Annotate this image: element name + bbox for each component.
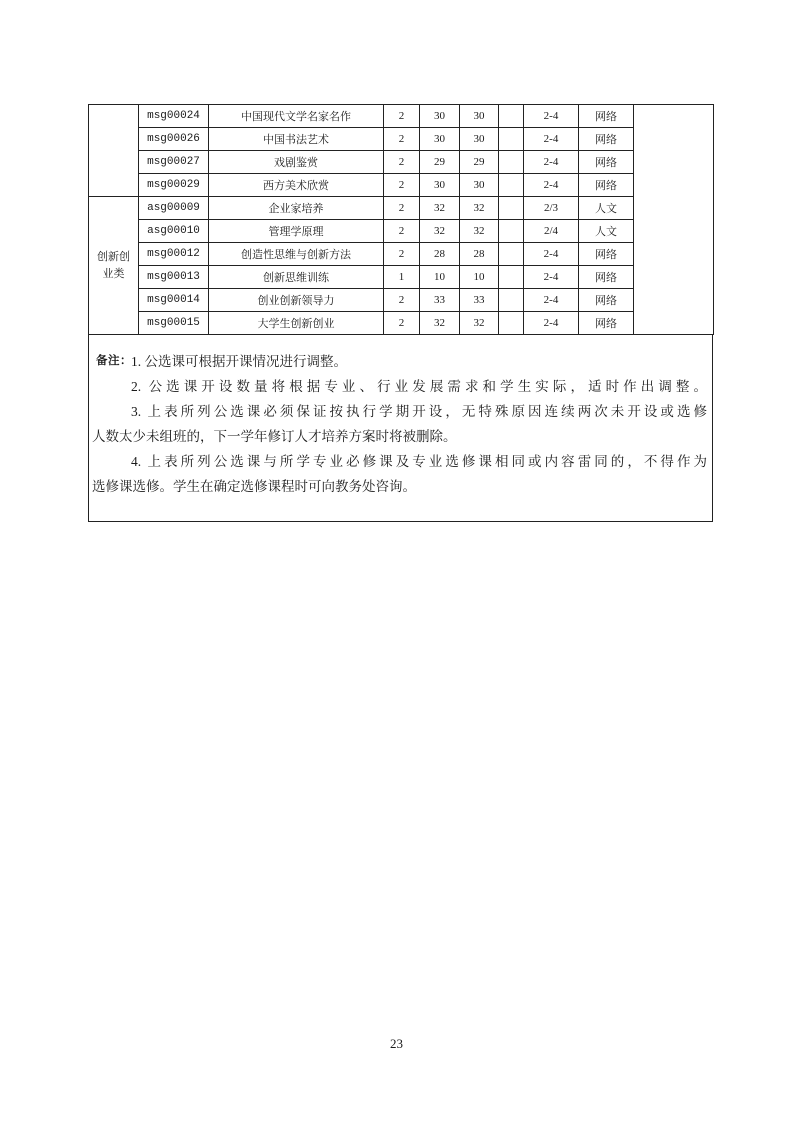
credits-cell: 2 xyxy=(384,197,420,220)
course-code-cell: msg00026 xyxy=(139,128,209,151)
blank-cell xyxy=(499,151,524,174)
semester-cell: 2-4 xyxy=(524,312,579,335)
credits-cell: 2 xyxy=(384,174,420,197)
remarks-cell xyxy=(634,105,714,335)
hours2-cell: 30 xyxy=(460,174,499,197)
table-row xyxy=(89,105,714,128)
table-row xyxy=(89,197,714,220)
course-name-cell: 企业家培养 xyxy=(209,197,384,220)
mode-cell: 网络 xyxy=(579,128,634,151)
credits-cell: 2 xyxy=(384,220,420,243)
credits-cell: 2 xyxy=(384,128,420,151)
credits-cell: 2 xyxy=(384,289,420,312)
semester-cell: 2-4 xyxy=(524,174,579,197)
mode-cell: 网络 xyxy=(579,174,634,197)
course-table-block xyxy=(88,104,713,522)
note-line: 4. 上表所列公选课与所学专业必修课及专业选修课相同或内容雷同的，不得作为 xyxy=(131,454,707,469)
hours-cell: 28 xyxy=(420,243,460,266)
credits-cell: 2 xyxy=(384,151,420,174)
category-cell xyxy=(89,105,139,197)
note-line: 1. 公选课可根据开课情况进行调整。 xyxy=(131,354,347,369)
semester-cell: 2/4 xyxy=(524,220,579,243)
mode-cell: 网络 xyxy=(579,105,634,128)
hours-cell: 10 xyxy=(420,266,460,289)
course-code-cell: msg00029 xyxy=(139,174,209,197)
course-code-cell: msg00015 xyxy=(139,312,209,335)
course-name-cell: 中国书法艺术 xyxy=(209,128,384,151)
course-code-cell: msg00027 xyxy=(139,151,209,174)
course-name-cell: 西方美术欣赏 xyxy=(209,174,384,197)
note-line: 人数太少未组班的，下一学年修订人才培养方案时将被删除。 xyxy=(92,429,457,444)
hours2-cell: 32 xyxy=(460,220,499,243)
credits-cell: 2 xyxy=(384,312,420,335)
table-row xyxy=(89,151,714,174)
note-line: 3. 上表所列公选课必须保证按执行学期开设，无特殊原因连续两次未开设或选修 xyxy=(131,404,707,419)
hours-cell: 32 xyxy=(420,220,460,243)
course-code-cell: msg00012 xyxy=(139,243,209,266)
semester-cell: 2-4 xyxy=(524,289,579,312)
mode-cell: 人文 xyxy=(579,220,634,243)
blank-cell xyxy=(499,266,524,289)
credits-cell: 2 xyxy=(384,105,420,128)
hours2-cell: 32 xyxy=(460,197,499,220)
semester-cell: 2-4 xyxy=(524,105,579,128)
blank-cell xyxy=(499,174,524,197)
hours2-cell: 30 xyxy=(460,128,499,151)
course-name-cell: 创造性思维与创新方法 xyxy=(209,243,384,266)
hours2-cell: 30 xyxy=(460,105,499,128)
blank-cell xyxy=(499,197,524,220)
hours-cell: 32 xyxy=(420,197,460,220)
course-table xyxy=(88,104,714,335)
blank-cell xyxy=(499,312,524,335)
course-name-cell: 创业创新领导力 xyxy=(209,289,384,312)
blank-cell xyxy=(499,220,524,243)
course-name-cell: 中国现代文学名家名作 xyxy=(209,105,384,128)
hours2-cell: 32 xyxy=(460,312,499,335)
credits-cell: 2 xyxy=(384,243,420,266)
course-code-cell: msg00024 xyxy=(139,105,209,128)
semester-cell: 2-4 xyxy=(524,243,579,266)
note-line: 选修课选修。学生在确定选修课程时可向教务处咨询。 xyxy=(92,479,416,494)
table-row xyxy=(89,312,714,335)
mode-cell: 网络 xyxy=(579,266,634,289)
hours-cell: 33 xyxy=(420,289,460,312)
course-name-cell: 管理学原理 xyxy=(209,220,384,243)
course-code-cell: msg00013 xyxy=(139,266,209,289)
mode-cell: 网络 xyxy=(579,151,634,174)
mode-cell: 人文 xyxy=(579,197,634,220)
course-name-cell: 大学生创新创业 xyxy=(209,312,384,335)
table-row xyxy=(89,174,714,197)
course-code-cell: asg00010 xyxy=(139,220,209,243)
hours-cell: 30 xyxy=(420,105,460,128)
course-name-cell: 创新思维训练 xyxy=(209,266,384,289)
hours2-cell: 29 xyxy=(460,151,499,174)
mode-cell: 网络 xyxy=(579,312,634,335)
table-row xyxy=(89,243,714,266)
course-code-cell: msg00014 xyxy=(139,289,209,312)
hours2-cell: 28 xyxy=(460,243,499,266)
page-number: 23 xyxy=(390,1036,403,1051)
category-cell: 创新创业类 xyxy=(89,197,139,335)
semester-cell: 2/3 xyxy=(524,197,579,220)
semester-cell: 2-4 xyxy=(524,151,579,174)
notes-box xyxy=(88,334,713,522)
table-row xyxy=(89,220,714,243)
blank-cell xyxy=(499,243,524,266)
course-name-cell: 戏剧鉴赏 xyxy=(209,151,384,174)
table-row xyxy=(89,266,714,289)
blank-cell xyxy=(499,105,524,128)
hours-cell: 30 xyxy=(420,174,460,197)
mode-cell: 网络 xyxy=(579,289,634,312)
table-row xyxy=(89,289,714,312)
course-code-cell: asg00009 xyxy=(139,197,209,220)
hours2-cell: 10 xyxy=(460,266,499,289)
blank-cell xyxy=(499,128,524,151)
hours-cell: 29 xyxy=(420,151,460,174)
note-line: 2. 公选课开设数量将根据专业、行业发展需求和学生实际，适时作出调整。 xyxy=(131,379,707,394)
mode-cell: 网络 xyxy=(579,243,634,266)
hours2-cell: 33 xyxy=(460,289,499,312)
blank-cell xyxy=(499,289,524,312)
table-row xyxy=(89,128,714,151)
hours-cell: 32 xyxy=(420,312,460,335)
notes-label: 备注： xyxy=(96,355,132,367)
credits-cell: 1 xyxy=(384,266,420,289)
semester-cell: 2-4 xyxy=(524,128,579,151)
hours-cell: 30 xyxy=(420,128,460,151)
semester-cell: 2-4 xyxy=(524,266,579,289)
